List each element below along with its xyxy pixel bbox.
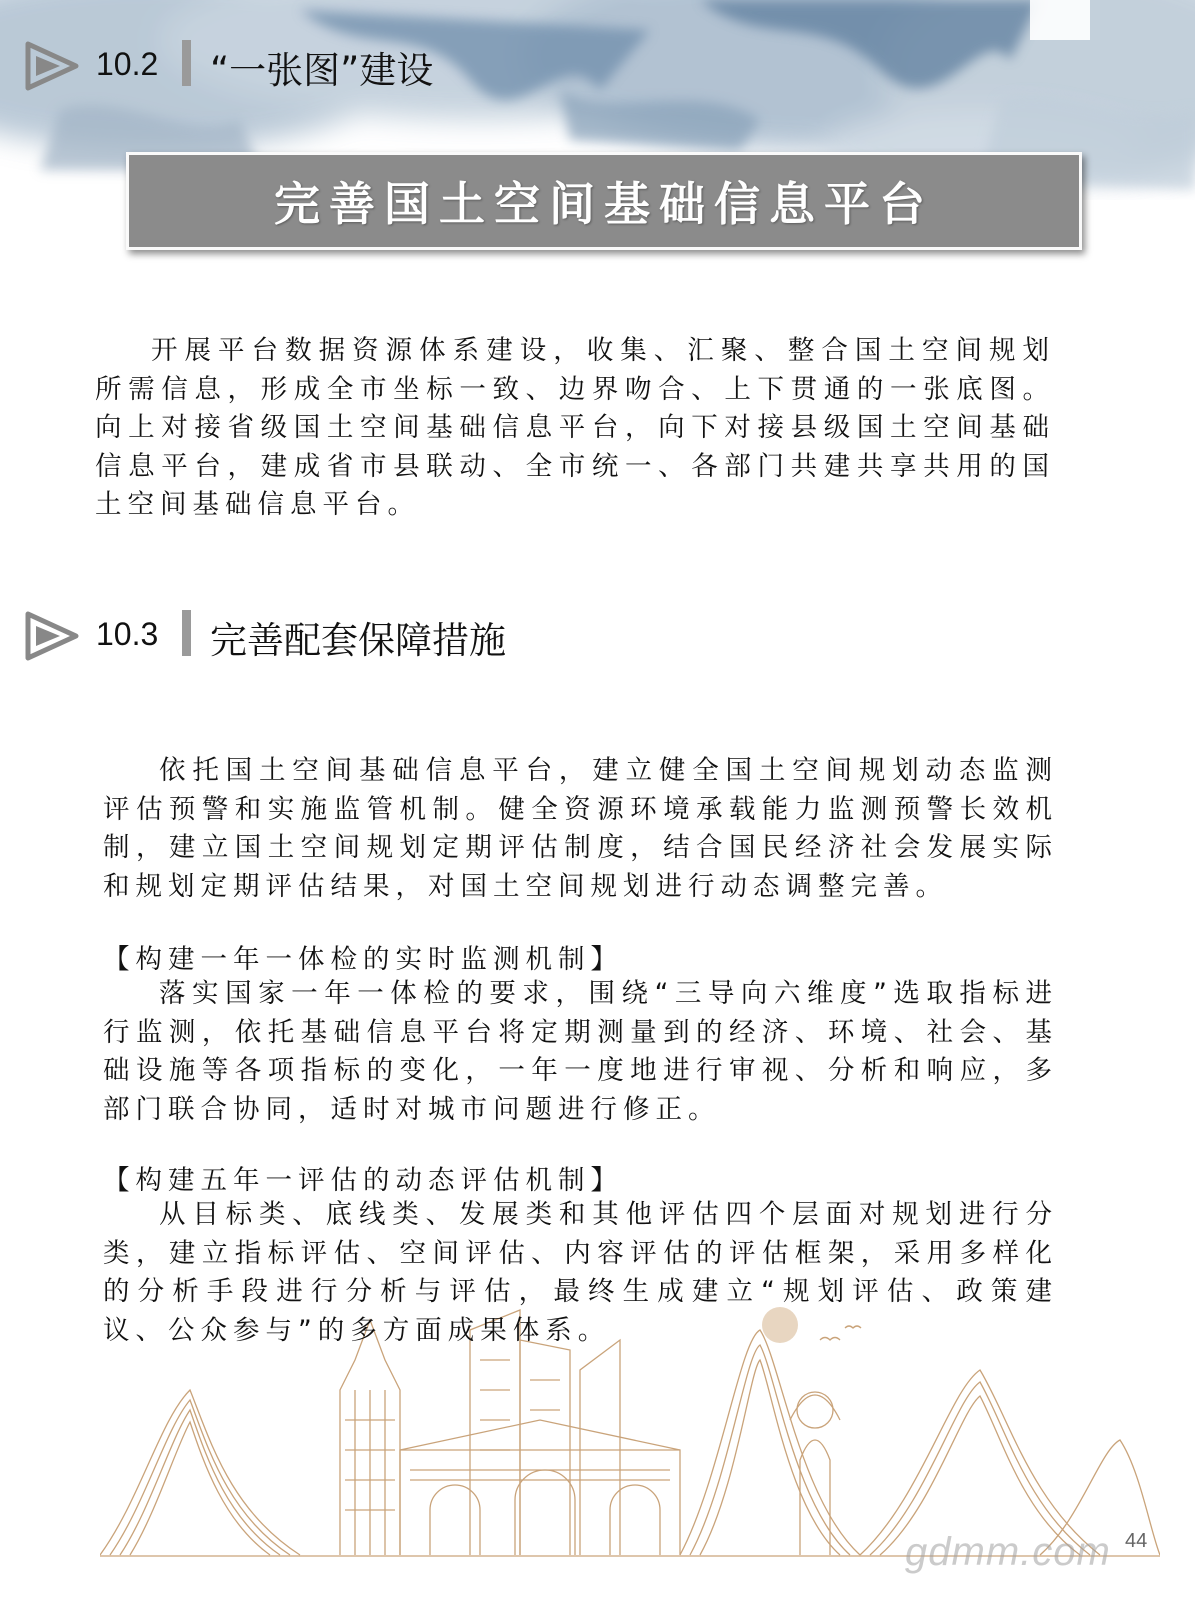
subheading-five-year-evaluation: 【构建五年一评估的动态评估机制】 xyxy=(103,1165,623,1196)
play-arrow-icon xyxy=(22,610,82,662)
section-divider xyxy=(182,40,191,86)
section-number: 10.3 xyxy=(96,616,159,652)
banner-text: 完善国土空间基础信息平台 xyxy=(274,177,934,231)
paragraph-annual-check: 落实国家一年一体检的要求，围绕“三导向六维度”选取指标进行监测，依托基础信息平台将定期测量到的经济、环境、社会、基础设施等各项指标的变化，一年一度地进行审视、分析和响应，多部门联合协同，适时对城市问题进行修正。 xyxy=(103,978,1058,1125)
section-title: “一张图”建设 xyxy=(210,49,434,92)
paragraph-monitoring: 依托国土空间基础信息平台，建立健全国土空间规划动态监测评估预警和实施监管机制。健全资源环境承载能力监测预警长效机制，建立国土空间规划定期评估制度，结合国民经济社会发展实际和规划定期评估结果，对国土空间规划进行动态调整完善。 xyxy=(103,755,1058,902)
subheading-annual-check: 【构建一年一体检的实时监测机制】 xyxy=(103,944,623,975)
paragraph-five-year-evaluation: 从目标类、底线类、发展类和其他评估四个层面对规划进行分类，建立指标评估、空间评估、内容评估的评估框架，采用多样化的分析手段进行分析与评估，最终生成建立“规划评估、政策建议、公众参与”的多方面成果体系。 xyxy=(103,1199,1058,1346)
paragraph-platform: 开展平台数据资源体系建设，收集、汇聚、整合国土空间规划所需信息，形成全市坐标一致、边界吻合、上下贯通的一张底图。向上对接省级国土空间基础信息平台，向下对接县级国土空间基础信息平台，建成省市县联动、全市统一、各部门共建共享共用的国土空间基础信息平台。 xyxy=(95,335,1055,520)
section-title: 完善配套保障措施 xyxy=(210,619,506,662)
section-divider xyxy=(182,610,191,656)
watermark: gdmm.com xyxy=(905,1530,1111,1574)
section-number: 10.2 xyxy=(96,46,159,82)
play-arrow-icon xyxy=(22,40,82,92)
page-number: 44 xyxy=(1125,1530,1148,1552)
banner-title xyxy=(126,152,1082,250)
